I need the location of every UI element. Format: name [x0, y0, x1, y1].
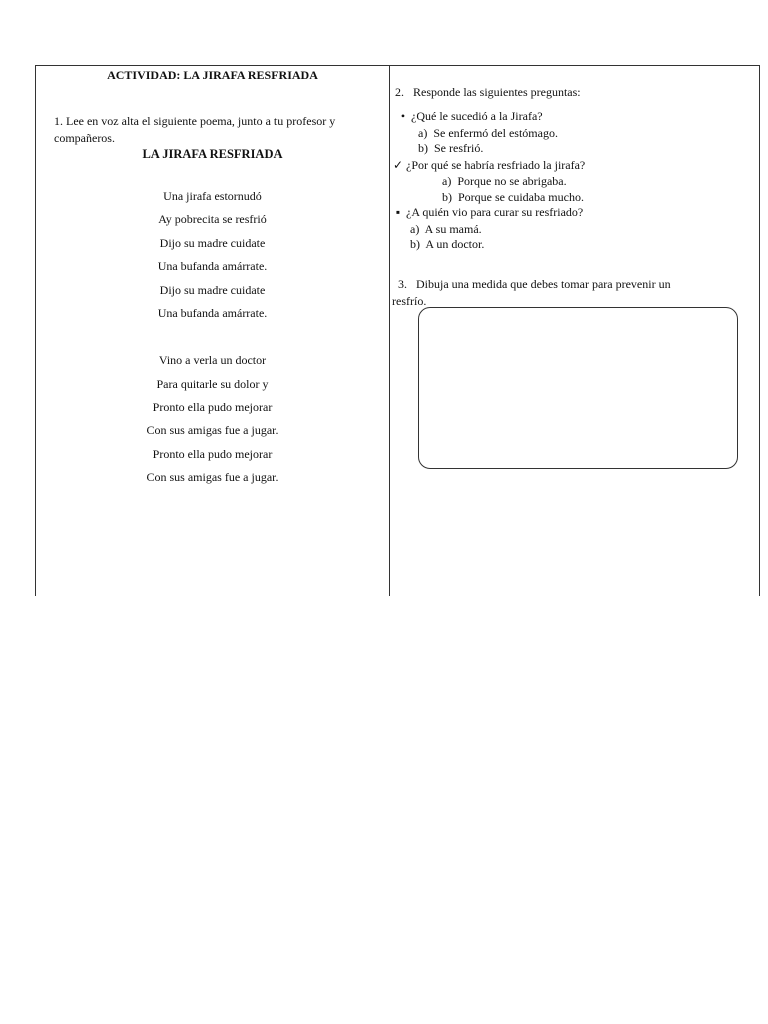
- section-3-number: 3.: [398, 277, 407, 291]
- question-1: [398, 109, 543, 123]
- option-text: Porque no se abrigaba.: [457, 174, 567, 188]
- poem-line: Dijo su madre cuidate: [159, 283, 266, 297]
- section-3-text: Dibuja una medida que debes tomar para prevenir un: [416, 277, 671, 291]
- poem-line: Una jirafa estornudó: [163, 189, 262, 203]
- instruction-1-line1: [54, 114, 335, 128]
- question-2-text: ¿Por qué se habría resfriado la jirafa?: [406, 158, 586, 172]
- poem-line: Una bufanda amárrate.: [157, 259, 268, 273]
- poem-line: Pronto ella pudo mejorar: [152, 447, 273, 461]
- question-3-option-a: [410, 222, 482, 236]
- instruction-1-number: 1.: [54, 114, 63, 128]
- bullet-icon: •: [400, 109, 406, 123]
- poem-line: Con sus amigas fue a jugar.: [146, 470, 279, 484]
- section-2-number: 2.: [395, 85, 404, 99]
- question-3: [393, 205, 583, 219]
- question-1-option-b: [418, 141, 483, 155]
- section-2-heading-text: Responde las siguientes preguntas:: [413, 85, 581, 99]
- poem-line: Una bufanda amárrate.: [157, 306, 268, 320]
- option-letter: b): [418, 141, 428, 155]
- poem-line: Vino a verla un doctor: [158, 353, 267, 367]
- poem-line: Para quitarle su dolor y: [156, 377, 269, 391]
- poem-line: Con sus amigas fue a jugar.: [146, 423, 279, 437]
- section-3-line1: [398, 277, 671, 291]
- section-2-heading: [395, 85, 581, 99]
- option-letter: a): [442, 174, 452, 188]
- section-3-line2: resfrío.: [392, 294, 427, 308]
- poem-line: Dijo su madre cuidate: [159, 236, 266, 250]
- activity-title: ACTIVIDAD: LA JIRAFA RESFRIADA: [107, 68, 318, 82]
- instruction-1-line2: compañeros.: [54, 131, 115, 145]
- option-letter: b): [410, 237, 420, 251]
- option-letter: b): [442, 190, 452, 204]
- instruction-1-text: Lee en voz alta el siguiente poema, junto a tu profesor y: [66, 114, 336, 128]
- option-text: A un doctor.: [425, 237, 485, 251]
- option-letter: a): [418, 126, 428, 140]
- option-text: Porque se cuidaba mucho.: [458, 190, 584, 204]
- question-3-text: ¿A quién vio para curar su resfriado?: [406, 205, 584, 219]
- question-1-option-a: [418, 126, 558, 140]
- poem-line: Ay pobrecita se resfrió: [158, 212, 267, 226]
- question-2-option-a: [442, 174, 567, 188]
- option-text: A su mamá.: [424, 222, 482, 236]
- option-letter: a): [410, 222, 420, 236]
- checkmark-icon: ✓: [393, 158, 404, 172]
- square-bullet-icon: ▪: [395, 205, 401, 219]
- column-divider: [389, 66, 390, 596]
- poem-title: LA JIRAFA RESFRIADA: [142, 147, 283, 161]
- question-2: [393, 158, 585, 172]
- poem-line: Pronto ella pudo mejorar: [152, 400, 273, 414]
- worksheet-table: [35, 65, 760, 596]
- question-2-option-b: [442, 190, 584, 204]
- question-1-text: ¿Qué le sucedió a la Jirafa?: [411, 109, 543, 123]
- option-text: Se enfermó del estómago.: [433, 126, 558, 140]
- question-3-option-b: [410, 237, 484, 251]
- drawing-box[interactable]: [418, 307, 738, 469]
- option-text: Se resfrió.: [434, 141, 484, 155]
